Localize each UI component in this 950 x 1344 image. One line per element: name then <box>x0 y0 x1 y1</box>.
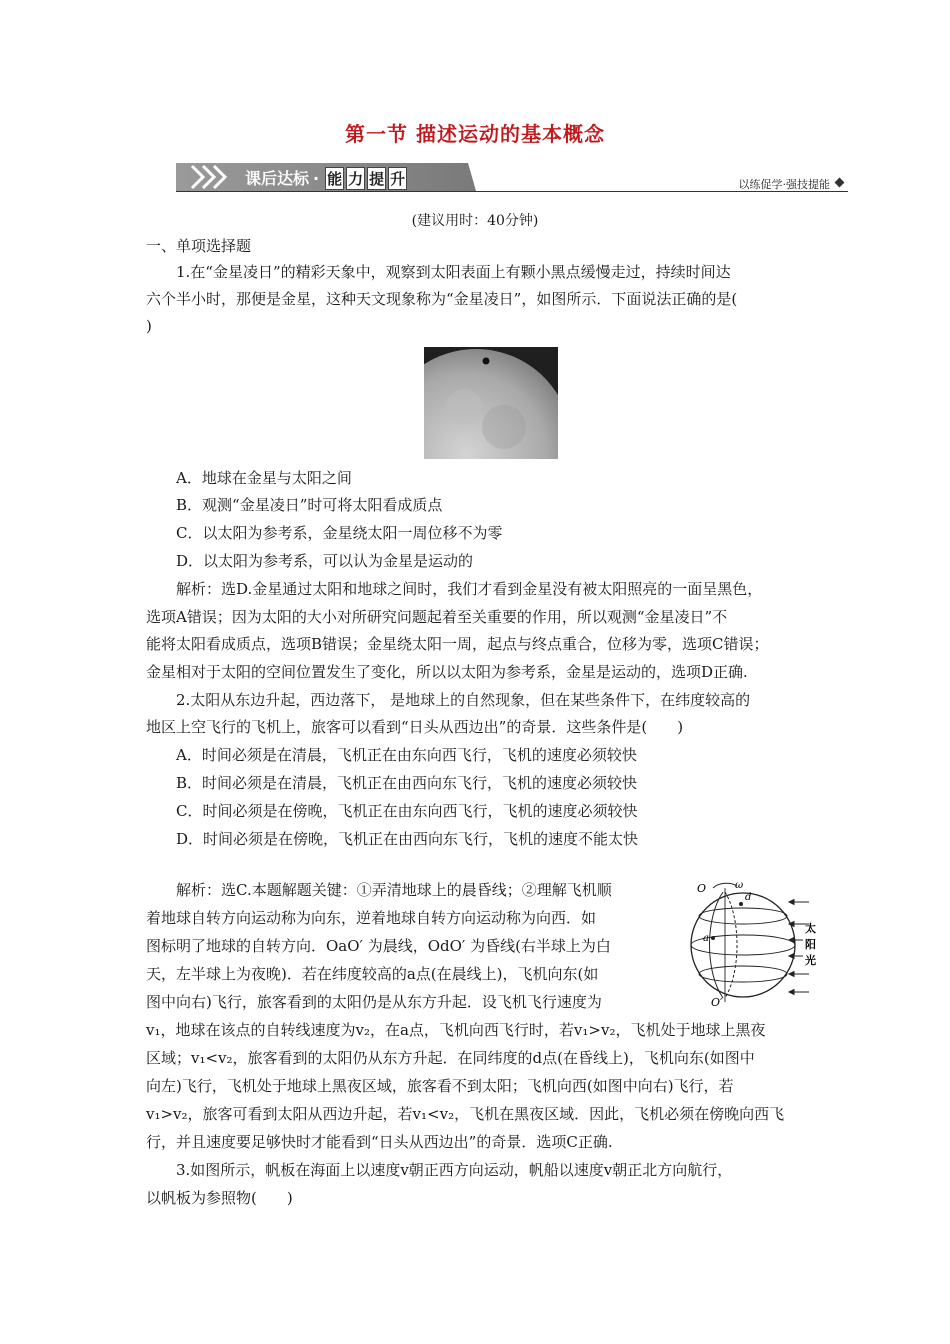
q2-line-1: 2.太阳从东边升起，西边落下， 是地球上的自然现象，但在某些条件下，在纬度较高的 <box>176 691 751 709</box>
q2-analysis-4: 天，左半球上为夜晚)．若在纬度较高的a点(在晨线上)，飞机向东(如 <box>146 965 599 983</box>
banner-left: 课后达标 <box>245 169 310 188</box>
q2-line-2: 地区上空飞行的飞机上，旅客可以看到“日头从西边出”的奇景．这些条件是( ) <box>146 718 684 736</box>
q1-line-1: 1.在“金星凌日”的精彩天象中，观察到太阳表面上有颗小黑点缓慢走过，持续时间达 <box>176 263 731 281</box>
q2-analysis-9: v₁>v₂，旅客可看到太阳从西边升起，若v₁<v₂，飞机在黑夜区域．因此，飞机必须在傍晚向西飞 <box>146 1105 785 1123</box>
banner-label <box>245 166 407 190</box>
q3-line-2: 以帆板为参照物( ) <box>146 1189 293 1207</box>
label-a: a <box>703 933 709 944</box>
sun-label-2: 阳 <box>805 938 816 951</box>
earth-terminator-diagram <box>683 878 823 1008</box>
q1-option-c: C．以太阳为参考系，金星绕太阳一周位移不为零 <box>176 524 503 542</box>
q1-analysis-2: 选项A错误；因为太阳的大小对所研究问题起着至关重要的作用，所以观测“金星凌日”不 <box>146 608 728 626</box>
q1-option-d: D．以太阳为参考系，可以认为金星是运动的 <box>176 552 474 570</box>
label-d: d <box>745 892 752 903</box>
sun-label-3: 光 <box>805 954 816 967</box>
q2-option-b: B．时间必须是在清晨，飞机正在由西向东飞行，飞机的速度必须较快 <box>176 774 638 792</box>
page-title: 第一节 描述运动的基本概念 <box>345 122 605 146</box>
q3-line-1: 3.如图所示，帆板在海面上以速度v朝正西方向运动，帆船以速度v朝正北方向航行， <box>176 1161 733 1179</box>
q1-analysis-1: 解析：选D.金星通过太阳和地球之间时，我们才看到金星没有被太阳照亮的一面呈黑色， <box>176 580 763 598</box>
q2-analysis-5: 图中向右)飞行，旅客看到的太阳仍是从东方升起．设飞机飞行速度为 <box>146 993 602 1011</box>
q1-option-b: B．观测“金星凌日”时可将太阳看成质点 <box>176 496 443 514</box>
q2-option-d: D．时间必须是在傍晚，飞机正在由西向东飞行，飞机的速度不能太快 <box>176 830 639 848</box>
q2-analysis-1: 解析：选C.本题解题关键：①弄清地球上的晨昏线；②理解飞机顺 <box>176 881 612 899</box>
diamond-icon <box>835 178 845 188</box>
q2-analysis-6: v₁，地球在该点的自转线速度为v₂，在a点，飞机向西飞行时，若v₁>v₂，飞机处于地球上黑夜 <box>146 1021 766 1039</box>
label-O-prime: O′ <box>711 996 723 1008</box>
q1-option-a: A．地球在金星与太阳之间 <box>176 469 352 487</box>
q2-option-c: C．时间必须是在傍晚，飞机正在由东向西飞行，飞机的速度必须较快 <box>176 802 638 820</box>
banner-char-4: 升 <box>388 167 407 190</box>
banner-char-1: 能 <box>325 167 344 190</box>
banner-rule <box>176 191 848 192</box>
section-heading: 一、单项选择题 <box>146 237 252 255</box>
banner-right-tag: 以练促学·强技提能 <box>738 178 830 191</box>
venus-transit-image <box>424 347 558 459</box>
sun-label-1: 太 <box>805 922 816 935</box>
suggested-duration: (建议用时：40分钟) <box>411 213 539 229</box>
q2-option-a: A．时间必须是在清晨，飞机正在由东向西飞行，飞机的速度必须较快 <box>176 746 637 764</box>
q1-analysis-3: 能将太阳看成质点，选项B错误；金星绕太阳一周，起点与终点重合，位移为零，选项C错误； <box>146 635 769 653</box>
q1-line-3: ) <box>146 317 152 335</box>
q1-analysis-4: 金星相对于太阳的空间位置发生了变化，所以以太阳为参考系，金星是运动的，选项D正确. <box>146 663 748 681</box>
q1-line-2: 六个半小时，那便是金星，这种天文现象称为“金星凌日”，如图所示．下面说法正确的是( <box>146 290 738 308</box>
label-omega: ω <box>735 880 744 891</box>
q2-analysis-7: 区域；v₁<v₂，旅客看到的太阳仍从东方升起．在同纬度的d点(在昏线上)，飞机向东(如图中 <box>146 1049 755 1067</box>
banner-dot: · <box>313 169 320 188</box>
q2-analysis-3: 图标明了地球的自转方向．OaO′ 为晨线，OdO′ 为昏线(右半球上为白 <box>146 937 611 955</box>
label-O: O <box>697 882 707 895</box>
q2-analysis-8: 向左)飞行，飞机处于地球上黑夜区域，旅客看不到太阳；飞机向西(如图中向右)飞行，若 <box>146 1077 734 1095</box>
banner-char-3: 提 <box>367 167 386 190</box>
banner-char-2: 力 <box>346 167 365 190</box>
q2-analysis-10: 行，并且速度要足够快时才能看到“日头从西边出”的奇景．选项C正确. <box>146 1133 613 1151</box>
q2-analysis-2: 着地球自转方向运动称为向东，逆着地球自转方向运动称为向西．如 <box>146 909 597 927</box>
